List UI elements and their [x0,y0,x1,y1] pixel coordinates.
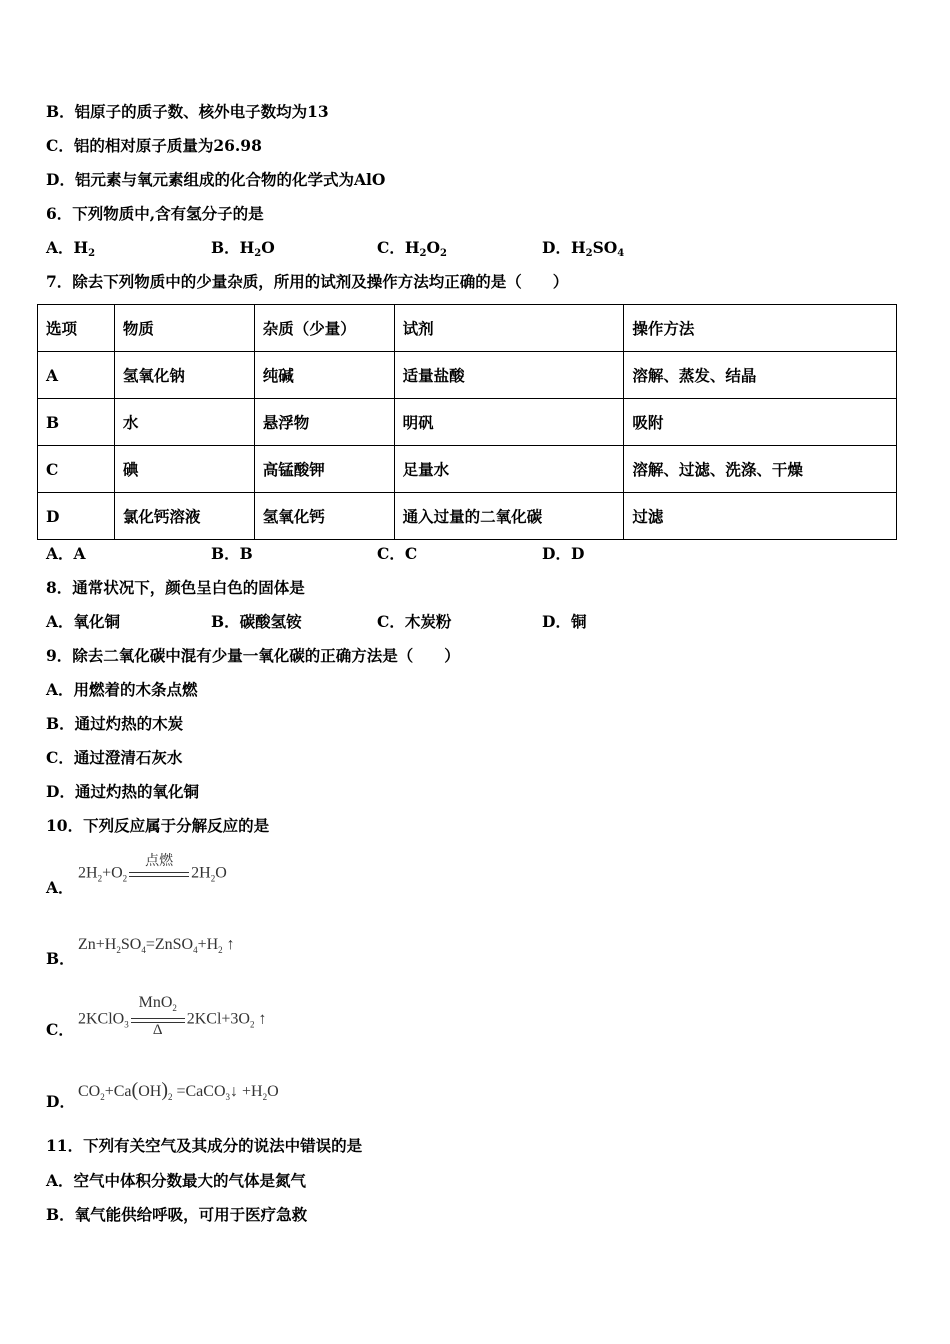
q10-equation-d: $CO_2+Ca(OH)_2$ =CaCO$_3$↓ $+H_2O$ [78,1079,279,1102]
q8-option-b: B．碳酸氢铵 [211,612,302,631]
q8-option-c: C．木炭粉 [377,612,452,631]
table-cell: 溶解、过滤、洗涤、干燥 [624,446,897,493]
q10-equation-c: 2KClO$_3$ MnO$_2$ Δ $2KCl+3O_2$ ↑ [78,994,267,1038]
table-cell: 碘 [114,446,254,493]
q8-option-a: A．氧化铜 [46,612,121,631]
table-cell: C [38,446,115,493]
table-header-cell: 操作方法 [624,305,897,352]
q6-stem: 6．下列物质中,含有氢分子的是 [46,204,264,223]
table-cell: 氯化钙溶液 [114,493,254,540]
table-cell: 过滤 [624,493,897,540]
table-cell: 适量盐酸 [394,352,624,399]
q11-stem: 11．下列有关空气及其成分的说法中错误的是 [46,1136,363,1155]
table-header-cell: 试剂 [394,305,624,352]
table-row [38,446,897,493]
q6-option-b: B．$H_2O$ [211,238,275,259]
table-cell: A [38,352,115,399]
reaction-condition [131,994,185,1038]
q7-option-c: C．C [377,544,418,563]
condition-label-bottom: Δ [152,1022,163,1038]
q6-option-a: A．$H_2$ [46,238,96,259]
table-header-cell: 杂质（少量） [254,305,394,352]
condition-label: 点燃 [145,854,174,869]
table-cell: 氢氧化钠 [114,352,254,399]
q10-option-a-label: A． [46,878,74,897]
table-cell: 足量水 [394,446,624,493]
q5-option-b: B．铝原子的质子数、核外电子数均为13 [46,102,329,121]
q5-option-c: C．铝的相对原子质量为26.98 [46,136,262,155]
q10-option-d-label: D． [46,1092,75,1111]
q9-option-d: D．通过灼热的氧化铜 [46,782,199,801]
q5-option-d: D．铝元素与氧元素组成的化合物的化学式为AlO [46,170,386,189]
table-cell: 悬浮物 [254,399,394,446]
q6-option-c: C．$H_2O_2$ [377,238,447,259]
table-cell: 纯碱 [254,352,394,399]
table-row [38,352,897,399]
q7-option-b: B．B [211,544,253,563]
table-cell: 溶解、蒸发、结晶 [624,352,897,399]
condition-label-top: MnO$_2$ [138,994,177,1013]
table-cell: D [38,493,115,540]
table-cell: 通入过量的二氧化碳 [394,493,624,540]
table-cell: B [38,399,115,446]
table-header-cell: 物质 [114,305,254,352]
table-cell: 明矾 [394,399,624,446]
q8-option-d: D．铜 [542,612,587,631]
table-row [38,493,897,540]
q7-option-d: D．D [542,544,585,563]
q7-stem: 7．除去下列物质中的少量杂质，所用的试剂及操作方法均正确的是（ ） [46,272,569,291]
q6-option-d: D．$H_2SO_4$ [542,238,625,259]
table-cell: 高锰酸钾 [254,446,394,493]
reaction-condition [129,854,189,884]
q10-equation-a: $2H_2+O_2$ 点燃 $2H_2O$ [78,864,227,884]
table-cell: 水 [114,399,254,446]
q9-stem: 9．除去二氧化碳中混有少量一氧化碳的正确方法是（ ） [46,646,460,665]
q10-option-b-label: B． [46,949,75,968]
q9-option-a: A．用燃着的木条点燃 [46,680,198,699]
q10-stem: 10．下列反应属于分解反应的是 [46,816,270,835]
table-row [38,399,897,446]
q7-option-a: A．A [46,544,86,563]
q10-equation-b: $Zn+H_2SO_4=ZnSO_4+H_2$ ↑ [78,936,235,955]
table-cell: 氢氧化钙 [254,493,394,540]
q9-option-b: B．通过灼热的木炭 [46,714,184,733]
q9-option-c: C．通过澄清石灰水 [46,748,183,767]
table-header-row [38,305,897,352]
q7-table [37,304,897,540]
q11-option-b: B．氧气能供给呼吸，可用于医疗急救 [46,1205,308,1224]
q10-option-c-label: C． [46,1020,74,1039]
table-header-cell: 选项 [38,305,115,352]
table-cell: 吸附 [624,399,897,446]
q11-option-a: A．空气中体积分数最大的气体是氮气 [46,1171,307,1190]
q8-stem: 8．通常状况下，颜色呈白色的固体是 [46,578,305,597]
